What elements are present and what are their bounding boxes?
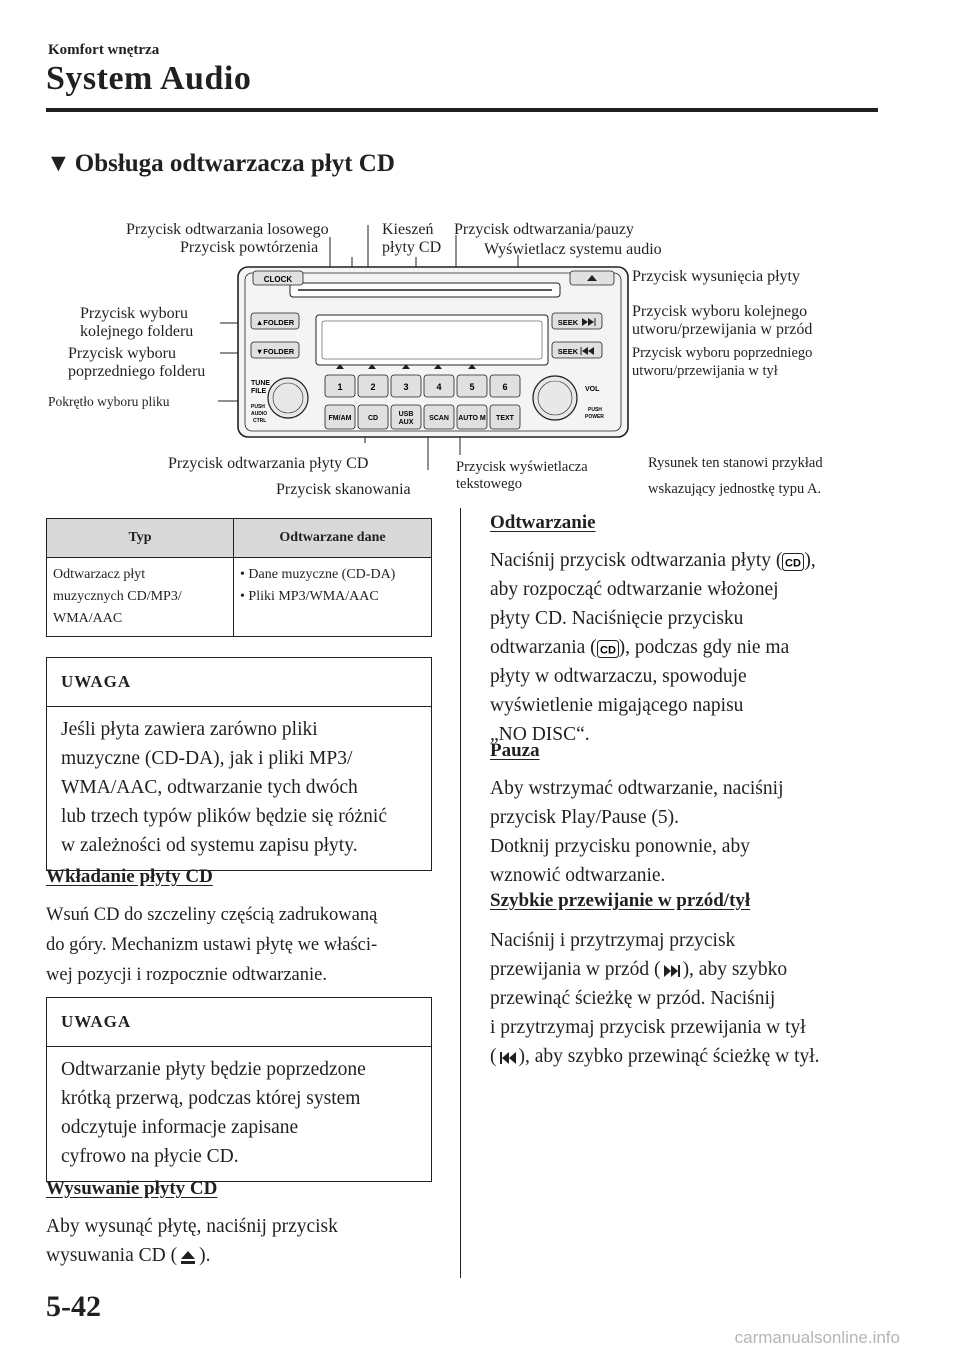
ffrew-text-b: ), aby szybko xyxy=(682,959,788,980)
table-cell-data xyxy=(234,558,432,637)
note-1-line: Jeśli płyta zawiera zarówno pliki xyxy=(61,719,318,740)
label-text-1: Przycisk wyświetlacza xyxy=(456,459,588,475)
ffrew-line xyxy=(490,1042,820,1071)
ctrl-label: CTRL xyxy=(253,418,267,424)
label-pocket-1: Kieszeń xyxy=(382,221,434,238)
play-line xyxy=(490,633,816,662)
ffrew-line: Naciśnij i przytrzymaj przycisk xyxy=(490,930,736,951)
eject-cd-heading: Wysuwanie płyty CD xyxy=(46,1178,218,1199)
push2-label: PUSH xyxy=(588,407,602,413)
ffrew-heading: Szybkie przewijanie w przód/tył xyxy=(490,890,751,911)
label-display: Wyświetlacz systemu audio xyxy=(484,241,662,258)
label-next-folder-2: kolejnego folderu xyxy=(80,323,194,340)
note-2-heading: UWAGA xyxy=(47,998,431,1047)
type-line-3: WMA/AAC xyxy=(53,611,123,626)
note-1-line: WMA/AAC, odtwarzanie tych dwóch xyxy=(61,777,358,798)
preset-2-label: 2 xyxy=(370,382,376,392)
figure-caption-2: wskazujący jednostkę typu A. xyxy=(648,481,822,497)
file-label: FILE xyxy=(251,388,267,395)
column-divider xyxy=(460,508,461,1278)
ffrew-text-d: ), aby szybko przewinąć ścieżkę w tył. xyxy=(518,1046,820,1067)
label-repeat: Przycisk powtórzenia xyxy=(180,239,319,256)
insert-cd-text xyxy=(46,900,377,990)
svg-text:CD: CD xyxy=(785,557,802,570)
pause-line: Aby wstrzymać odtwarzanie, naciśnij xyxy=(490,778,784,799)
label-file-knob: Pokrętło wyboru pliku xyxy=(48,394,170,409)
ffrew-line: i przytrzymaj przycisk przewijania w tył xyxy=(490,1017,806,1038)
seek-prev-label: SEEK xyxy=(557,347,579,356)
playback-type-table xyxy=(46,518,432,637)
data-line-1: • Dane muzyczne (CD-DA) xyxy=(240,567,396,582)
play-text-a: Naciśnij przycisk odtwarzania płyty ( xyxy=(490,550,783,571)
cd-button-label: CD xyxy=(367,415,379,422)
pause-heading: Pauza xyxy=(490,740,540,761)
label-prev-track-1: Przycisk wyboru poprzedniego xyxy=(632,345,813,361)
folder-up-label: ▲FOLDER xyxy=(255,318,295,327)
label-prev-track-2: utworu/przewijania w tył xyxy=(632,363,778,379)
preset-4-label: 4 xyxy=(436,382,442,392)
push-label: PUSH xyxy=(251,404,265,410)
cd-icon xyxy=(597,640,619,658)
folder-down-label: ▼FOLDER xyxy=(255,347,295,356)
note-1-line: lub trzech typów plików będzie się różnić xyxy=(61,806,387,827)
play-line: wyświetlenie migającego napisu xyxy=(490,695,744,716)
preset-3-label: 3 xyxy=(403,382,409,392)
label-next-track-2: utworu/przewijania w przód xyxy=(632,321,813,338)
vol-label: VOL xyxy=(585,386,600,393)
play-line: „NO DISC“. xyxy=(490,724,590,745)
note-1-heading: UWAGA xyxy=(47,658,431,707)
label-eject: Przycisk wysunięcia płyty xyxy=(632,268,800,285)
note-2-line: krótką przerwą, podczas której system xyxy=(61,1088,361,1109)
note-2-line: cyfrowo na płycie CD. xyxy=(61,1146,239,1167)
scan-button-label: SCAN xyxy=(429,415,449,422)
figure-caption-1: Rysunek ten stanowi przykład xyxy=(648,455,823,471)
play-heading: Odtwarzanie xyxy=(490,512,596,533)
label-text-2: tekstowego xyxy=(456,476,523,492)
pause-line: wznowić odtwarzanie. xyxy=(490,865,666,886)
label-cd-play: Przycisk odtwarzania płyty CD xyxy=(168,455,369,472)
eject-icon xyxy=(177,1248,199,1266)
play-line: płyty CD. Naciśnięcie przycisku xyxy=(490,608,744,629)
auto-m-button-label: AUTO M xyxy=(458,415,486,422)
title-rule xyxy=(46,108,878,112)
ffrew-text-a: przewijania w przód ( xyxy=(490,959,661,980)
ffrew-text-c: ( xyxy=(490,1046,497,1067)
eject-text-a: wysuwania CD ( xyxy=(46,1245,178,1266)
play-line: płyty w odtwarzaczu, spowoduje xyxy=(490,666,747,687)
play-text-d: ), podczas gdy nie ma xyxy=(618,637,790,658)
tune-label: TUNE xyxy=(251,380,271,387)
insert-cd-heading: Wkładanie płyty CD xyxy=(46,866,213,887)
note-box-2 xyxy=(46,997,432,1182)
eject-line xyxy=(46,1241,338,1270)
eject-text-b: ). xyxy=(199,1245,211,1266)
rewind-icon xyxy=(497,1049,519,1067)
table-header-data: Odtwarzane dane xyxy=(234,519,432,558)
type-line-2: muzycznych CD/MP3/ xyxy=(53,589,182,604)
insert-line: wej pozycji i rozpocznie odtwarzanie. xyxy=(46,965,327,985)
note-1-line: muzyczne (CD-DA), jak i pliki MP3/ xyxy=(61,748,353,769)
note-1-line: w zależności od systemu zapisu płyty. xyxy=(61,835,358,856)
seek-next-label: SEEK xyxy=(557,318,579,327)
type-line-1: Odtwarzacz płyt xyxy=(53,567,146,582)
note-2-line: odczytuje informacje zapisane xyxy=(61,1117,299,1138)
label-next-track-1: Przycisk wyboru kolejnego xyxy=(632,303,808,320)
note-box-1 xyxy=(46,657,432,871)
preset-6-label: 6 xyxy=(502,382,508,392)
ffrew-line: przewinąć ścieżkę w przód. Naciśnij xyxy=(490,988,776,1009)
audio-unit-figure xyxy=(40,205,920,510)
pause-line: przycisk Play/Pause (5). xyxy=(490,807,680,828)
ffrew-line xyxy=(490,955,820,984)
table-header-row xyxy=(47,519,432,558)
label-scan: Przycisk skanowania xyxy=(276,481,411,498)
play-line xyxy=(490,546,816,575)
pause-line: Dotknij przycisku ponownie, aby xyxy=(490,836,750,857)
play-text xyxy=(490,546,816,749)
play-text-c: odtwarzania ( xyxy=(490,637,597,658)
note-2-line: Odtwarzanie płyty będzie poprzedzone xyxy=(61,1059,366,1080)
clock-button-label: CLOCK xyxy=(263,275,293,284)
preset-5-label: 5 xyxy=(469,382,475,392)
text-button-label: TEXT xyxy=(496,415,514,422)
section-heading xyxy=(46,150,395,178)
page-title: System Audio xyxy=(46,60,252,97)
eject-line: Aby wysunąć płytę, naciśnij przycisk xyxy=(46,1216,338,1237)
power-label: POWER xyxy=(585,414,604,420)
table-cell-type xyxy=(47,558,234,637)
label-prev-folder-2: poprzedniego folderu xyxy=(68,363,206,380)
note-1-body xyxy=(47,707,431,870)
page-number: 5-42 xyxy=(46,1290,101,1323)
label-random: Przycisk odtwarzania losowego xyxy=(126,221,329,238)
insert-line: Wsuń CD do szczeliny częścią zadrukowaną xyxy=(46,905,378,925)
label-pocket-2: płyty CD xyxy=(382,239,442,256)
table-header-type: Typ xyxy=(47,519,234,558)
eject-cd-text xyxy=(46,1212,338,1270)
ffrew-text xyxy=(490,926,820,1071)
triangle-down-icon: ▼ xyxy=(46,150,71,177)
play-text-b: ), xyxy=(804,550,816,571)
cd-icon xyxy=(782,553,804,571)
footer-watermark: carmanualsonline.info xyxy=(734,1328,900,1347)
insert-line: do góry. Mechanizm ustawi płytę we właści- xyxy=(46,935,378,955)
fm-am-button-label: FM/AM xyxy=(328,415,352,422)
pause-text xyxy=(490,774,783,890)
data-line-2: • Pliki MP3/WMA/AAC xyxy=(240,589,379,604)
label-next-folder-1: Przycisk wyboru xyxy=(80,305,188,322)
usb-button-label: USB xyxy=(398,411,414,418)
preset-1-label: 1 xyxy=(337,382,343,392)
section-heading-text: Obsługa odtwarzacza płyt CD xyxy=(74,150,395,177)
label-play-pause: Przycisk odtwarzania/pauzy xyxy=(454,221,634,238)
aux-button-label: AUX xyxy=(398,419,414,426)
fast-forward-icon xyxy=(661,962,683,980)
label-prev-folder-1: Przycisk wyboru xyxy=(68,345,176,362)
svg-text:CD: CD xyxy=(599,644,616,657)
play-line: aby rozpocząć odtwarzanie włożonej xyxy=(490,579,779,600)
note-2-body xyxy=(47,1047,431,1181)
audio-label: AUDIO xyxy=(251,411,268,417)
section-label: Komfort wnętrza xyxy=(48,42,160,58)
table-row xyxy=(47,558,432,637)
